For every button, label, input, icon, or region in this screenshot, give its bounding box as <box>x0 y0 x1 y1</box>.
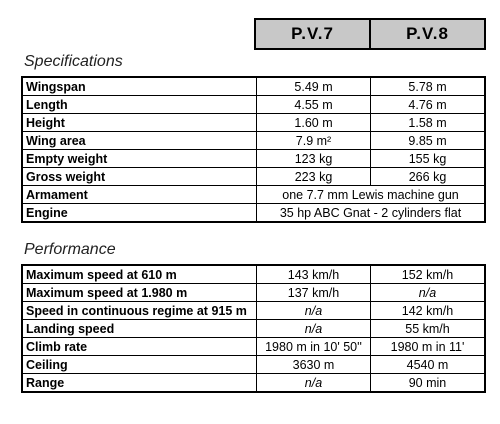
value-pv8: n/a <box>371 284 486 302</box>
table-row <box>22 132 485 150</box>
table-row <box>22 150 485 168</box>
table-row <box>22 114 485 132</box>
performance-title: Performance <box>24 241 116 258</box>
table-row <box>22 265 485 284</box>
value-pv8: 4.76 m <box>371 96 486 114</box>
value-pv8: 152 km/h <box>371 265 486 284</box>
row-label: Wingspan <box>22 77 257 96</box>
row-label: Wing area <box>22 132 257 150</box>
header-pv8: P.V.8 <box>370 19 485 49</box>
value-pv7: 223 kg <box>257 168 371 186</box>
table-row <box>22 374 485 393</box>
shared-value: one 7.7 mm Lewis machine gun <box>257 186 486 204</box>
value-pv7: 7.9 m² <box>257 132 371 150</box>
row-label: Landing speed <box>22 320 257 338</box>
value-pv7: 143 km/h <box>257 265 371 284</box>
value-pv7: n/a <box>257 302 371 320</box>
row-label: Length <box>22 96 257 114</box>
table-row <box>22 204 485 223</box>
value-pv7: 123 kg <box>257 150 371 168</box>
value-pv8: 90 min <box>371 374 486 393</box>
row-label: Gross weight <box>22 168 257 186</box>
value-pv8: 1980 m in 11' <box>371 338 486 356</box>
row-label: Maximum speed at 1.980 m <box>22 284 257 302</box>
table-row <box>22 356 485 374</box>
value-pv8: 266 kg <box>371 168 486 186</box>
row-label: Speed in continuous regime at 915 m <box>22 302 257 320</box>
row-label: Ceiling <box>22 356 257 374</box>
table-row <box>22 338 485 356</box>
shared-value: 35 hp ABC Gnat - 2 cylinders flat <box>257 204 486 223</box>
table-row <box>22 302 485 320</box>
row-label: Armament <box>22 186 257 204</box>
value-pv7: 1.60 m <box>257 114 371 132</box>
table-row <box>22 168 485 186</box>
value-pv8: 142 km/h <box>371 302 486 320</box>
value-pv7: n/a <box>257 320 371 338</box>
value-pv7: 1980 m in 10' 50'' <box>257 338 371 356</box>
specifications-table <box>21 76 486 223</box>
value-pv7: n/a <box>257 374 371 393</box>
row-label: Range <box>22 374 257 393</box>
header-pv7: P.V.7 <box>255 19 370 49</box>
specifications-title: Specifications <box>24 53 123 70</box>
value-pv8: 5.78 m <box>371 77 486 96</box>
row-label: Maximum speed at 610 m <box>22 265 257 284</box>
value-pv8: 55 km/h <box>371 320 486 338</box>
row-label: Empty weight <box>22 150 257 168</box>
value-pv8: 4540 m <box>371 356 486 374</box>
row-label: Height <box>22 114 257 132</box>
performance-table <box>21 264 486 393</box>
table-row <box>22 320 485 338</box>
value-pv7: 5.49 m <box>257 77 371 96</box>
value-pv8: 1.58 m <box>371 114 486 132</box>
table-row <box>22 186 485 204</box>
value-pv8: 155 kg <box>371 150 486 168</box>
aircraft-header <box>254 18 486 50</box>
value-pv8: 9.85 m <box>371 132 486 150</box>
table-row <box>22 284 485 302</box>
value-pv7: 3630 m <box>257 356 371 374</box>
value-pv7: 4.55 m <box>257 96 371 114</box>
table-row <box>22 96 485 114</box>
value-pv7: 137 km/h <box>257 284 371 302</box>
row-label: Engine <box>22 204 257 223</box>
row-label: Climb rate <box>22 338 257 356</box>
table-row <box>22 77 485 96</box>
